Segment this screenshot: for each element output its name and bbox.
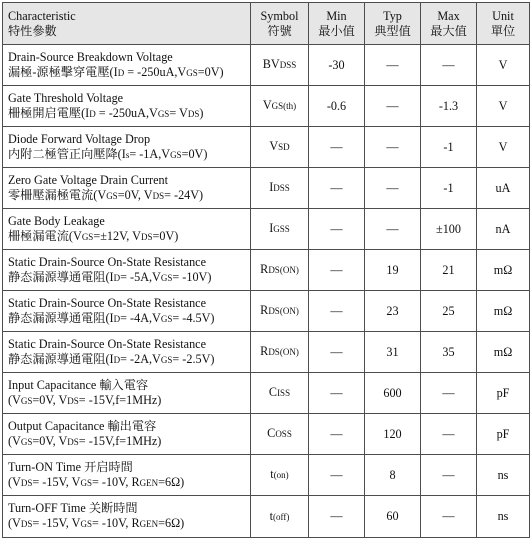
max-cell: — [421,414,477,455]
unit-cell: uA [477,168,530,209]
condition-subscript: GS [160,313,173,324]
condition-text: (V [8,392,21,407]
symbol-subscript: GSS [273,224,290,234]
max-cell: — [421,373,477,414]
condition-text: = -4.5V) [172,310,215,325]
header-unit-zh: 單位 [490,23,516,38]
characteristic-cell [3,332,251,373]
condition-text: = V [169,105,188,120]
symbol-subscript: SD [278,142,290,152]
typ-cell: 23 [365,291,421,332]
condition-text: =0V, V [32,392,68,407]
symbol-subscript: OSS [275,429,292,439]
condition-subscript: DS [20,519,33,529]
header-characteristic [3,3,251,45]
condition-subscript: GS [20,395,33,406]
min-cell: — [309,209,365,250]
min-cell: — [309,127,365,168]
condition-subscript: GS [160,354,173,365]
condition-subscript: GS [170,149,182,160]
condition-text: =0V) [197,64,224,79]
symbol-cell [251,250,309,291]
condition-subscript: GEN [139,519,159,529]
unit-cell: V [477,127,530,168]
condition-text: = -15V, V [32,516,81,530]
symbol-subscript: DS(ON) [268,347,299,357]
symbol-base: R [260,262,269,276]
min-cell: — [309,291,365,332]
symbol-base: I [269,180,274,194]
characteristic-en: Turn-ON Time 开启時間 [8,459,133,474]
condition-text: 柵極漏電流(V [8,228,82,243]
min-cell: — [309,332,365,373]
condition-subscript: DS [67,395,79,406]
characteristic-en: Static Drain-Source On-State Resistance [8,254,206,269]
table-row [3,86,530,127]
header-max [421,3,477,45]
condition-text: 静态漏源導通電阻(I [8,310,114,325]
condition-subscript: D [113,272,121,283]
characteristic-cell [3,86,251,127]
condition-text: =±12V, V [93,228,141,243]
table-row [3,127,530,168]
condition-text: = -10V) [172,269,212,284]
max-cell: — [421,496,477,538]
symbol-subscript: GS(th) [271,101,297,111]
max-cell: 35 [421,332,477,373]
characteristic-cell [3,414,251,455]
characteristic-condition [8,393,247,409]
condition-text: 零柵壓漏極電流(V [8,187,107,202]
characteristic-cell [3,496,251,538]
table-row [3,45,530,86]
symbol-base: t [269,508,274,523]
symbol-subscript: DSS [273,183,290,193]
condition-text: =6Ω) [158,516,185,530]
symbol-subscript: ISS [277,388,291,398]
condition-text: =6Ω) [158,474,185,489]
condition-text: = -5A,V [120,269,161,284]
condition-subscript: GS [186,67,198,78]
typ-cell: 120 [365,414,421,455]
condition-subscript: D [89,108,96,119]
condition-text: = -250uA,V [124,64,187,79]
characteristic-condition [8,516,247,532]
min-cell: — [309,373,365,414]
min-cell: — [309,455,365,496]
condition-text: (V [8,433,21,448]
symbol-base: t [270,467,274,481]
condition-subscript: GEN [139,477,159,488]
header-min-en: Min [326,8,347,23]
table-row [3,455,530,496]
condition-text: ) [199,105,204,120]
header-max-en: Max [437,8,460,23]
condition-text: = -1A,V [129,146,171,161]
condition-subscript: GS [106,190,118,201]
spec-table [2,2,530,538]
characteristic-condition [8,65,247,81]
characteristic-condition [8,229,247,245]
min-cell: -0.6 [309,86,365,127]
table-row [3,332,530,373]
unit-cell: ns [477,496,530,538]
characteristic-cell [3,455,251,496]
min-cell: — [309,496,365,538]
characteristic-condition [8,147,247,163]
max-cell: ±100 [421,209,477,250]
min-cell: — [309,250,365,291]
symbol-cell [251,127,309,168]
symbol-subscript: (on) [273,470,289,480]
table-row [3,496,530,538]
characteristic-en: Turn-OFF Time 关断時間 [8,501,138,515]
table-row [3,373,530,414]
symbol-base: I [269,221,274,235]
max-cell: 21 [421,250,477,291]
symbol-cell [251,291,309,332]
condition-text: = -10V, R [91,474,140,489]
condition-text: = -250uA,V [95,105,158,120]
typ-cell: 60 [365,496,421,538]
condition-subscript: DS [67,436,79,447]
characteristic-en: Zero Gate Voltage Drain Current [8,172,168,187]
condition-subscript: DS [187,108,200,119]
header-typ-zh: 典型值 [374,23,411,38]
condition-subscript: GS [81,231,94,242]
unit-cell: pF [477,373,530,414]
header-min-zh: 最小值 [318,23,355,38]
condition-text: = -15V,f=1MHz) [78,392,162,407]
condition-subscript: GS [80,519,92,529]
typ-cell: — [365,168,421,209]
characteristic-condition [8,475,247,491]
condition-text: = -15V, V [32,474,81,489]
condition-text: 静态漏源導通電阻(I [8,269,114,284]
condition-subscript: DS [152,190,165,201]
condition-subscript: GS [20,436,33,447]
max-cell: -1.3 [421,86,477,127]
characteristic-en: Gate Body Leakage [8,213,105,228]
header-typ-en: Typ [383,8,402,23]
condition-text: (V [8,474,21,489]
header-max-zh: 最大值 [430,23,467,38]
typ-cell: 31 [365,332,421,373]
typ-cell: 19 [365,250,421,291]
symbol-cell [251,496,309,538]
table-row [3,209,530,250]
symbol-cell [251,168,309,209]
min-cell: — [309,414,365,455]
condition-subscript: s [125,149,130,160]
header-characteristic-en: Characteristic [8,8,76,23]
characteristic-cell [3,168,251,209]
symbol-cell [251,86,309,127]
condition-subscript: GS [160,272,173,283]
symbol-base: BV [262,57,280,71]
unit-cell: mΩ [477,291,530,332]
condition-text: = -2A,V [120,351,161,366]
characteristic-en: Output Capacitance 輸出電容 [8,418,157,433]
condition-subscript: DS [20,477,33,488]
characteristic-condition [8,311,247,327]
unit-cell: mΩ [477,332,530,373]
condition-text: (V [8,516,21,530]
condition-text: =0V, V [32,433,68,448]
max-cell: -1 [421,127,477,168]
typ-cell: 8 [365,455,421,496]
typ-cell: — [365,45,421,86]
header-typ [365,3,421,45]
characteristic-cell [3,291,251,332]
max-cell: — [421,455,477,496]
header-min [309,3,365,45]
characteristic-condition [8,434,247,450]
unit-cell: pF [477,414,530,455]
characteristic-cell [3,250,251,291]
header-unit [477,3,530,45]
header-row [3,3,530,45]
characteristic-en: Static Drain-Source On-State Resistance [8,295,206,310]
symbol-base: C [268,385,278,399]
condition-text: 漏極-源極擊穿電壓(I [8,64,118,79]
symbol-cell [251,455,309,496]
condition-subscript: DS [140,231,153,242]
condition-subscript: D [113,354,121,365]
condition-subscript: GS [157,108,170,119]
symbol-subscript: DSS [279,60,297,70]
symbol-subscript: (off) [273,511,290,522]
header-characteristic-zh: 特性參數 [8,23,57,38]
symbol-cell [251,373,309,414]
characteristic-condition [8,352,247,368]
symbol-base: R [260,303,269,317]
typ-cell: — [365,86,421,127]
unit-cell: ns [477,455,530,496]
typ-cell: — [365,209,421,250]
symbol-cell [251,414,309,455]
characteristic-condition [8,270,247,286]
characteristic-cell [3,209,251,250]
condition-text: 内附二極管正向壓降(I [8,146,126,161]
characteristic-en: Diode Forward Voltage Drop [8,131,151,146]
max-cell: -1 [421,168,477,209]
characteristic-cell [3,127,251,168]
symbol-subscript: DS(ON) [268,306,299,316]
condition-text: = -15V,f=1MHz) [78,433,162,448]
symbol-cell [251,209,309,250]
symbol-cell [251,332,309,373]
condition-text: = -2.5V) [172,351,215,366]
characteristic-cell [3,45,251,86]
symbol-base: V [262,98,272,112]
symbol-base: V [269,139,279,153]
condition-subscript: GS [80,477,92,488]
min-cell: -30 [309,45,365,86]
condition-text: = -24V) [164,187,204,202]
table-row [3,291,530,332]
spec-table-body [3,45,530,538]
table-row [3,250,530,291]
condition-text: 静态漏源導通電阻(I [8,351,114,366]
characteristic-condition [8,188,247,204]
condition-text: = -4A,V [120,310,161,325]
unit-cell: mΩ [477,250,530,291]
header-symbol [251,3,309,45]
typ-cell: 600 [365,373,421,414]
characteristic-en: Input Capacitance 輸入電容 [8,377,149,392]
symbol-subscript: DS(ON) [268,265,299,275]
characteristic-en: Static Drain-Source On-State Resistance [8,336,206,351]
header-unit-en: Unit [492,8,514,23]
condition-text: = -10V, R [91,516,140,530]
characteristic-en: Gate Threshold Voltage [8,90,124,105]
symbol-cell [251,45,309,86]
condition-text: =0V) [181,146,208,161]
condition-subscript: D [113,313,121,324]
max-cell: — [421,45,477,86]
characteristic-cell [3,373,251,414]
condition-text: 柵極開启電壓(I [8,105,90,120]
unit-cell: V [477,45,530,86]
header-symbol-zh: 符號 [267,23,292,38]
condition-text: =0V) [152,228,179,243]
unit-cell: V [477,86,530,127]
min-cell: — [309,168,365,209]
table-row [3,414,530,455]
max-cell: 25 [421,291,477,332]
condition-text: =0V, V [117,187,153,202]
table-row [3,168,530,209]
unit-cell: nA [477,209,530,250]
characteristic-condition [8,106,247,122]
symbol-base: C [267,426,276,440]
condition-subscript: D [117,67,125,78]
typ-cell: — [365,127,421,168]
characteristic-en: Drain-Source Breakdown Voltage [8,49,173,64]
symbol-base: R [260,344,269,358]
header-symbol-en: Symbol [260,8,299,23]
